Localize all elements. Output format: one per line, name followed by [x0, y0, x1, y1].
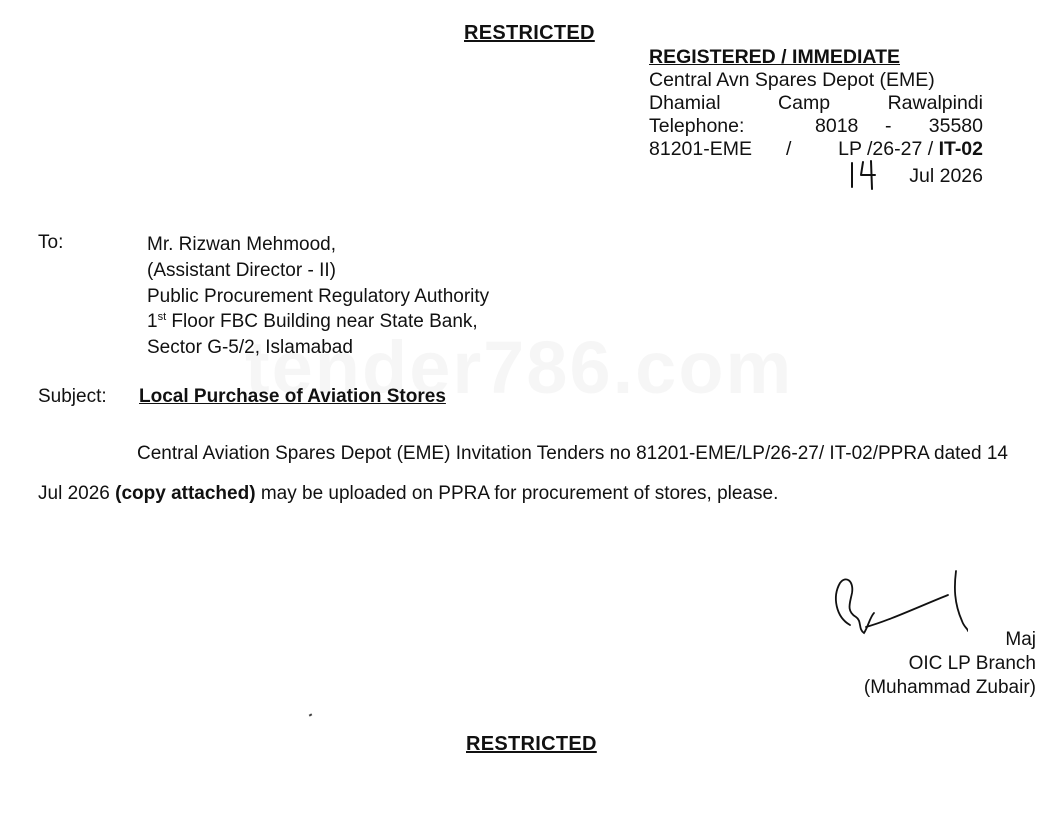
recipient-name: Mr. Rizwan Mehmood,: [147, 234, 337, 255]
signatory-rank: Maj: [1005, 629, 1036, 650]
unit-location: [649, 92, 983, 115]
subject-text: Local Purchase of Aviation Stores: [139, 386, 446, 407]
reference-middle: LP /26-27 /: [838, 138, 934, 160]
signatory-name: (Muhammad Zubair): [863, 677, 1036, 698]
letter-date: [649, 161, 983, 191]
telephone-separator: -: [885, 115, 892, 137]
reference-line: [649, 138, 983, 161]
recipient-building: [147, 309, 489, 335]
date-month-year: Jul 2026: [909, 165, 983, 187]
handwritten-day: [847, 161, 881, 184]
signatory-appointment: OIC LP Branch: [908, 653, 1036, 674]
body-text-part1: Central Aviation Spares Depot (EME) Invitation Tenders no 81201-EME/LP/26-27/ IT-02/PPRA dated 14 Jul 2026: [38, 443, 1008, 504]
body-text-bold: (copy attached): [115, 482, 256, 504]
to-label: To:: [38, 232, 64, 253]
reference-suffix: IT-02: [938, 138, 983, 160]
location-word: Camp: [778, 92, 831, 114]
telephone-label: Telephone:: [649, 115, 745, 137]
unit-name: Central Avn Spares Depot (EME): [649, 69, 935, 91]
signature-block: [864, 628, 1036, 700]
handling-instruction: REGISTERED / IMMEDIATE: [649, 46, 900, 68]
floor-ordinal-suffix: st: [157, 311, 167, 324]
subject-label: Subject:: [38, 386, 107, 407]
classification-top: RESTRICTED: [464, 22, 595, 44]
recipient-address: [147, 232, 489, 361]
telephone-line: [649, 115, 983, 138]
letter-header: [649, 46, 983, 191]
handwritten-signature: [828, 567, 968, 637]
recipient-designation: (Assistant Director - II): [147, 259, 336, 281]
floor-ordinal: 1: [147, 311, 158, 333]
classification-bottom: RESTRICTED: [466, 733, 597, 755]
floor-rest: Floor FBC Building near State Bank,: [166, 311, 478, 333]
location-word: Rawalpindi: [887, 92, 983, 114]
reference-tail: [838, 138, 983, 161]
recipient-organization: Public Procurement Regulatory Authority: [147, 285, 490, 307]
telephone-part2: 35580: [928, 115, 983, 137]
telephone-part1: 8018: [815, 115, 859, 137]
reference-prefix: 81201-EME: [649, 138, 752, 160]
recipient-city: Sector G-5/2, Islamabad: [147, 337, 353, 359]
body-text-part2: may be uploaded on PPRA for procurement of stores, please.: [255, 482, 779, 504]
subject-line: [38, 386, 446, 408]
scan-speck: [309, 713, 313, 716]
body-paragraph: [38, 434, 1008, 513]
location-word: Dhamial: [649, 92, 721, 114]
reference-separator: /: [786, 138, 792, 160]
